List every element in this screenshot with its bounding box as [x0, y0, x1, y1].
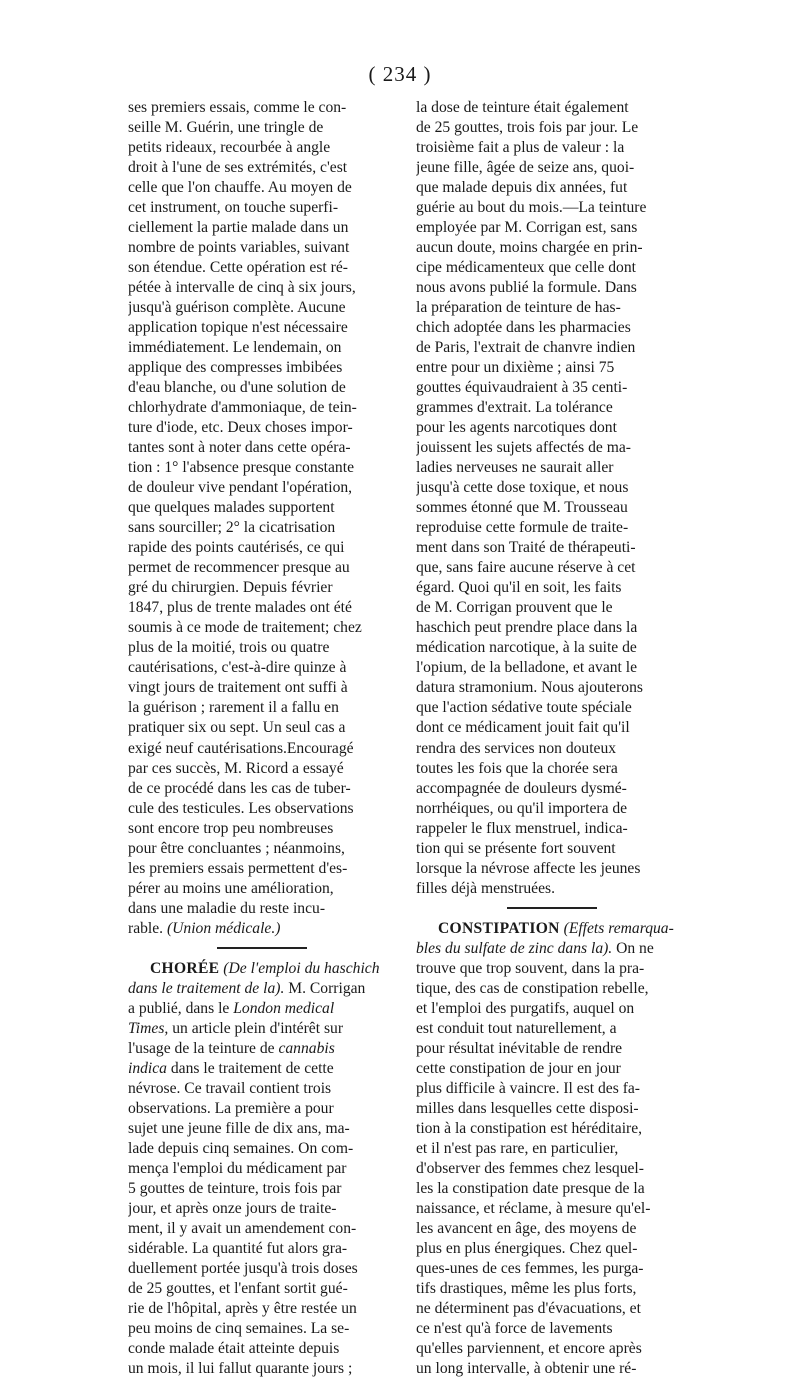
text-line: reproduise cette formule de traite-	[416, 519, 629, 537]
text-line: mença l'emploi du médicament par	[128, 1159, 347, 1177]
chorea-text: un article plein d'intérêt sur	[168, 1019, 344, 1037]
text-line: ce n'est qu'à force de lavements	[416, 1319, 613, 1337]
right-column	[416, 98, 688, 1379]
text-line: cette constipation de jour en jour	[416, 1059, 621, 1077]
text-line: de 25 gouttes, et l'enfant sortit gué-	[128, 1279, 348, 1297]
text-line: jouissent les sujets affectés de ma-	[416, 439, 631, 457]
text-line: ciellement la partie malade dans un	[128, 219, 349, 237]
text-line: rappeler le flux menstruel, indica-	[416, 819, 628, 837]
text-line: sans sourciller; 2° la cicatrisation	[128, 519, 336, 537]
text-line: que malade depuis dix années, fut	[416, 179, 628, 197]
text-line: et il n'est pas rare, en particulier,	[416, 1139, 619, 1157]
text-line: rapide des points cautérisés, ce qui	[128, 539, 345, 557]
text-line: aucun doute, moins chargée en prin-	[416, 239, 643, 257]
text-line: datura stramonium. Nous ajouterons	[416, 679, 643, 697]
text-line: dont ce médicament jouit fait qu'il	[416, 719, 630, 737]
text-line: un mois, il lui fallut quarante jours ;	[128, 1359, 353, 1377]
text-line: les avancent en âge, des moyens de	[416, 1219, 637, 1237]
text-line: lorsque la névrose affecte les jeunes	[416, 859, 641, 877]
text-line: plus en plus énergiques. Chez quel-	[416, 1239, 638, 1257]
text-line: jusqu'à guérison complète. Aucune	[128, 299, 346, 317]
text-line: employée par M. Corrigan est, sans	[416, 219, 638, 237]
text-line: tifs drastiques, même les plus forts,	[416, 1279, 637, 1297]
text-line: plus de la moitié, trois ou quatre	[128, 639, 330, 657]
text-line: entre pour un dixième ; ainsi 75	[416, 359, 615, 377]
chorea-heading-line-2	[128, 979, 396, 999]
text-line: d'observer des femmes chez lesquel-	[416, 1159, 644, 1177]
text-line: sont encore trop peu nombreuses	[128, 819, 334, 837]
text-line: soumis à ce mode de traitement; chez	[128, 619, 362, 637]
text-line: celle que l'on chauffe. Au moyen de	[128, 179, 352, 197]
text-line: sommes étonné que M. Trousseau	[416, 499, 628, 517]
text-line: rie de l'hôpital, après y être restée un	[128, 1299, 357, 1317]
latin-term-cont: indica	[128, 1059, 167, 1077]
text-line: guérie au bout du mois.—La teinture	[416, 199, 647, 217]
text-line: chich adoptée dans les pharmacies	[416, 319, 631, 337]
text-line: naissance, et réclame, à mesure qu'el-	[416, 1199, 651, 1217]
text-line: la guérison ; rarement il a fallu en	[128, 699, 339, 717]
text-line: de ce procédé dans les cas de tuber-	[128, 779, 351, 797]
text-line: milles dans lesquelles cette disposi-	[416, 1099, 639, 1117]
text-line: petits rideaux, recourbée à angle	[128, 139, 331, 157]
text-line: médication narcotique, à la suite de	[416, 639, 637, 657]
chorea-heading: CHORÉE	[150, 959, 220, 977]
text-line: l'opium, de la belladone, et avant le	[416, 659, 638, 677]
text-line: chlorhydrate d'ammoniaque, de tein-	[128, 399, 357, 417]
page-number: ( 234 )	[368, 62, 432, 86]
chorea-line	[128, 999, 396, 1019]
chorea-line	[128, 1039, 396, 1059]
text-line: vingt jours de traitement ont suffi à	[128, 679, 348, 697]
text-line: de Paris, l'extrait de chanvre indien	[416, 339, 636, 357]
text-line: par ces succès, M. Ricord a essayé	[128, 759, 344, 777]
text-line: est conduit tout naturellement, a	[416, 1019, 617, 1037]
text-line: permet de recommencer presque au	[128, 559, 350, 577]
text-line: pérer au moins une amélioration,	[128, 879, 334, 897]
text-line: norrhéiques, ou qu'il importera de	[416, 799, 628, 817]
constipation-paragraph	[416, 959, 688, 1379]
journal-name: London medical	[233, 999, 335, 1017]
constipation-subtitle: (Effets remarqua-	[559, 919, 674, 937]
chorea-heading-line	[128, 959, 396, 979]
text-line: ne déterminent pas d'évacuations, et	[416, 1299, 641, 1317]
text-line: cule des testicules. Les observations	[128, 799, 354, 817]
text-line: jeune fille, âgée de seize ans, quoi-	[416, 159, 635, 177]
text-line: qu'elles parviennent, et encore après	[416, 1339, 642, 1357]
text-line: conde malade était atteinte depuis	[128, 1339, 340, 1357]
chorea-text: M. Corrigan	[284, 979, 366, 997]
text-line: nous avons publié la formule. Dans	[416, 279, 637, 297]
text-line: cautérisations, c'est-à-dire quinze à	[128, 659, 347, 677]
text-line: tantes sont à noter dans cette opéra-	[128, 439, 351, 457]
text-line: duellement portée jusqu'à trois doses	[128, 1259, 358, 1277]
text-line: grammes d'extrait. La tolérance	[416, 399, 613, 417]
text-line: égard. Quoi qu'il en soit, les faits	[416, 579, 622, 597]
text-line: trouve que trop souvent, dans la pra-	[416, 959, 645, 977]
text-line: 1847, plus de trente malades ont été	[128, 599, 352, 617]
chorea-text: dans le traitement de cette	[166, 1059, 334, 1077]
text-line: ses premiers essais, comme le con-	[128, 99, 347, 116]
text-line: toutes les fois que la chorée sera	[416, 759, 618, 777]
source-citation: (Union médicale.)	[166, 919, 281, 937]
chorea-subtitle-cont: dans le traitement de la).	[128, 979, 285, 997]
text-line: que quelques malades supportent	[128, 499, 335, 517]
text-line: et l'emploi des purgatifs, auquel on	[416, 999, 635, 1017]
text-line: plus difficile à vaincre. Il est des fa-	[416, 1079, 641, 1097]
text-line: applique des compresses imbibées	[128, 359, 343, 377]
chorea-subtitle: (De l'emploi du haschich	[219, 959, 380, 977]
text-line: exigé neuf cautérisations.Encouragé	[128, 739, 354, 757]
text-line: observations. La première a pour	[128, 1099, 334, 1117]
text-line: sidérable. La quantité fut alors gra-	[128, 1239, 348, 1257]
text-line: pratiquer six ou sept. Un seul cas a	[128, 719, 346, 737]
text-line: gouttes équivaudraient à 35 centi-	[416, 379, 628, 397]
text-line: gré du chirurgien. Depuis février	[128, 579, 333, 597]
text-line: ment dans son Traité de thérapeuti-	[416, 539, 636, 557]
chorea-continuation-paragraph	[416, 98, 688, 899]
text-line: seille M. Guérin, une tringle de	[128, 119, 324, 137]
text-line: les la constipation date presque de la	[416, 1179, 645, 1197]
text-line: la préparation de teinture de has-	[416, 299, 621, 317]
text-line: pour résultat inévitable de rendre	[416, 1039, 623, 1057]
text-line: accompagnée de douleurs dysmé-	[416, 779, 627, 797]
text-line: peu moins de cinq semaines. La se-	[128, 1319, 350, 1337]
text-line: troisième fait a plus de valeur : la	[416, 139, 625, 157]
journal-name-cont: Times,	[128, 1019, 169, 1037]
text-line: la dose de teinture était également	[416, 99, 629, 116]
text-line: de M. Corrigan prouvent que le	[416, 599, 613, 617]
text-line: pour être concluantes ; néanmoins,	[128, 839, 345, 857]
text-line: sujet une jeune fille de dix ans, ma-	[128, 1119, 350, 1137]
section-divider	[217, 947, 307, 949]
text-line: ment, il y avait un amendement con-	[128, 1219, 357, 1237]
text-line: ture d'iode, etc. Deux choses impor-	[128, 419, 353, 437]
text-line: immédiatement. Le lendemain, on	[128, 339, 342, 357]
text-line: jour, et après onze jours de traite-	[128, 1199, 337, 1217]
chorea-text: l'usage de la teinture de	[128, 1039, 279, 1057]
text-line: névrose. Ce travail contient trois	[128, 1079, 332, 1097]
text-line: de douleur vive pendant l'opération,	[128, 479, 353, 497]
text-line: d'eau blanche, ou d'une solution de	[128, 379, 346, 397]
text-line: filles déjà menstruées.	[416, 879, 555, 897]
chorea-paragraph	[128, 1079, 396, 1379]
text-line: un long intervalle, à obtenir une ré-	[416, 1359, 637, 1377]
closing-text: rable.	[128, 919, 167, 937]
text-line: que l'action sédative toute spéciale	[416, 699, 632, 717]
text-line: haschich peut prendre place dans la	[416, 619, 638, 637]
text-line: tion à la constipation est héréditaire,	[416, 1119, 643, 1137]
text-line: pétée à intervalle de cinq à six jours,	[128, 279, 356, 297]
text-line: cipe médicamenteux que celle dont	[416, 259, 636, 277]
text-line: droit à l'une de ses extrémités, c'est	[128, 159, 348, 177]
chorea-text: a publié, dans le	[128, 999, 234, 1017]
constipation-text: On ne	[612, 939, 654, 957]
text-line: 5 gouttes de teinture, trois fois par	[128, 1179, 342, 1197]
text-line: de 25 gouttes, trois fois par jour. Le	[416, 119, 639, 137]
constipation-subtitle-cont: bles du sulfate de zinc dans la).	[416, 939, 613, 957]
left-column	[128, 98, 396, 1379]
latin-term: cannabis	[278, 1039, 335, 1057]
chorea-line	[128, 1059, 396, 1079]
chorea-line	[128, 1019, 396, 1039]
text-line: ques-unes de ces femmes, les purga-	[416, 1259, 644, 1277]
text-line: les premiers essais permettent d'es-	[128, 859, 348, 877]
text-line: tique, des cas de constipation rebelle,	[416, 979, 649, 997]
paragraph-closing-line	[128, 919, 396, 939]
text-line: pour les agents narcotiques dont	[416, 419, 617, 437]
text-line: son étendue. Cette opération est ré-	[128, 259, 348, 277]
text-line: dans une maladie du reste incu-	[128, 899, 326, 917]
text-line: nombre de points variables, suivant	[128, 239, 350, 257]
text-line: rendra des services non douteux	[416, 739, 617, 757]
constipation-heading: CONSTIPATION	[438, 919, 560, 937]
text-line: que, sans faire aucune réserve à cet	[416, 559, 636, 577]
text-line: ladies nerveuses ne saurait aller	[416, 459, 614, 477]
text-line: application topique n'est nécessaire	[128, 319, 348, 337]
section-divider	[507, 907, 597, 909]
constipation-heading-line	[416, 919, 688, 939]
text-line: tion : 1° l'absence presque constante	[128, 459, 354, 477]
text-line: jusqu'à cette dose toxique, et nous	[416, 479, 629, 497]
cauterization-paragraph	[128, 98, 396, 919]
text-line: lade depuis cinq semaines. On com-	[128, 1139, 354, 1157]
constipation-heading-line-2	[416, 939, 688, 959]
text-line: tion qui se présente fort souvent	[416, 839, 616, 857]
text-line: cet instrument, on touche superfi-	[128, 199, 339, 217]
